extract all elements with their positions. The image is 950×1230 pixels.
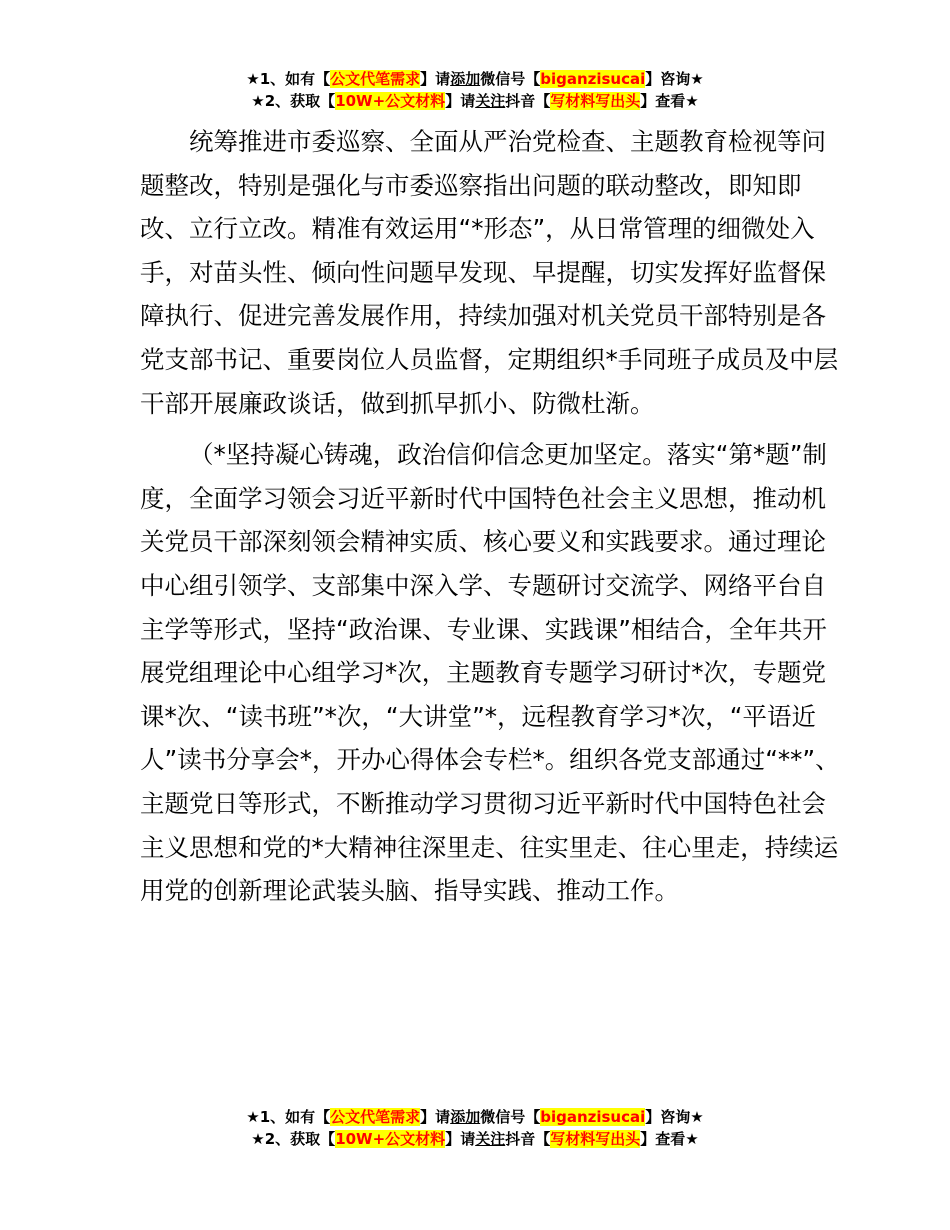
header-banner bbox=[0, 68, 950, 112]
banner-text: ★1、如有【 bbox=[246, 70, 331, 88]
banner-text: 抖音【 bbox=[505, 92, 551, 110]
highlight-service: 公文代笔需求 bbox=[330, 1108, 421, 1126]
highlight-materials: 10W+公文材料 bbox=[335, 1130, 446, 1148]
banner-text: 抖音【 bbox=[505, 1130, 551, 1148]
highlight-materials: 10W+公文材料 bbox=[335, 92, 446, 110]
banner-text: 】查看★ bbox=[640, 1130, 699, 1148]
footer-banner-line-1 bbox=[0, 1106, 950, 1128]
banner-emphasis: 添加 bbox=[450, 70, 481, 88]
banner-text: 】咨询★ bbox=[645, 70, 704, 88]
highlight-service: 公文代笔需求 bbox=[330, 70, 421, 88]
banner-text: 】请 bbox=[420, 1108, 451, 1126]
banner-text: 】请 bbox=[445, 92, 476, 110]
header-banner-line-2 bbox=[0, 90, 950, 112]
paragraph-rectification: 统筹推进市委巡察、全面从严治党检查、主题教育检视等问题整改，特别是强化与市委巡察指出问题的联动整改，即知即改、立行立改。精准有效运用“*形态”，从日常管理的细微处入手，对苗头性、倾向性问题早发现、早提醒，切实发挥好监督保障执行、促进完善发展作用，持续加强对机关党员干部特别是各党支部书记、重要岗位人员监督，定期组织*手同班子成员及中层干部开展廉政谈话，做到抓早抓小、防微杜渐。 bbox=[140, 127, 839, 418]
document-body bbox=[140, 120, 840, 913]
highlight-wechat-id: biganzisucai bbox=[540, 70, 646, 88]
highlight-wechat-id: biganzisucai bbox=[540, 1108, 646, 1126]
header-banner-line-1 bbox=[0, 68, 950, 90]
highlight-douyin: 写材料写出头 bbox=[550, 1130, 641, 1148]
banner-text: 】请 bbox=[445, 1130, 476, 1148]
banner-text: ★2、获取【 bbox=[251, 92, 336, 110]
banner-text: 】咨询★ bbox=[645, 1108, 704, 1126]
highlight-douyin: 写材料写出头 bbox=[550, 92, 641, 110]
banner-text: ★1、如有【 bbox=[246, 1108, 331, 1126]
banner-emphasis: 关注 bbox=[475, 92, 506, 110]
banner-text: 】查看★ bbox=[640, 92, 699, 110]
banner-text: 】请 bbox=[420, 70, 451, 88]
footer-banner-line-2 bbox=[0, 1128, 950, 1150]
banner-emphasis: 添加 bbox=[450, 1108, 481, 1126]
banner-text: ★2、获取【 bbox=[251, 1130, 336, 1148]
footer-banner bbox=[0, 1106, 950, 1150]
banner-text: 微信号【 bbox=[480, 70, 541, 88]
banner-text: 微信号【 bbox=[480, 1108, 541, 1126]
banner-emphasis: 关注 bbox=[475, 1130, 506, 1148]
paragraph-political-study: （*坚持凝心铸魂，政治信仰信念更加坚定。落实“第*题”制度，全面学习领会习近平新时代中国特色社会主义思想，推动机关党员干部深刻领会精神实质、核心要义和实践要求。通过理论中心组引领学、支部集中深入学、专题研讨交流学、网络平台自主学等形式，坚持“政治课、专业课、实践课”相结合，全年共开展党组理论中心组学习*次，主题教育专题学习研讨*次，专题党课*次、“读书班”*次，“大讲堂”*，远程教育学习*次，“平语近人”读书分享会*，开办心得体会专栏*。组织各党支部通过“**”、主题党日等形式，不断推动学习贯彻习近平新时代中国特色社会主义思想和党的*大精神往深里走、往实里走、往心里走，持续运用党的创新理论武装头脑、指导实践、推动工作。 bbox=[140, 440, 840, 906]
